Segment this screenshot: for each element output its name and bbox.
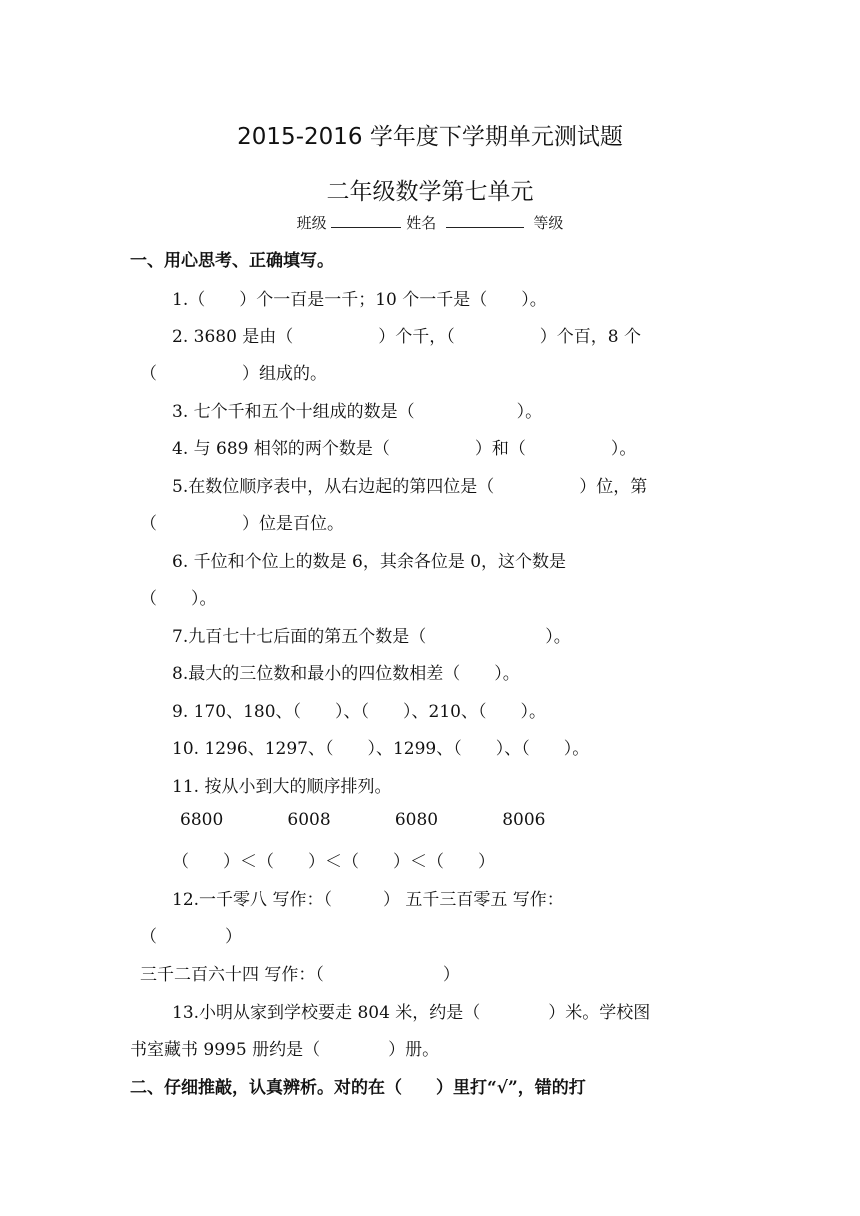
question-6-line1: 6. 千位和个位上的数是 6，其余各位是 0，这个数是 — [172, 552, 567, 572]
question-3: 3. 七个千和五个十组成的数是（ ）。 — [172, 402, 543, 422]
question-12-line1: 12.一千零八 写作：（ ） 五千三百零五 写作： — [172, 890, 564, 910]
class-blank — [331, 213, 401, 228]
question-12-line2: （ ） — [140, 927, 242, 947]
number-item: 6800 — [180, 810, 224, 830]
question-1: 1.（ ）个一百是一千；10 个一千是（ ）。 — [172, 290, 547, 310]
question-5-line1: 5.在数位顺序表中，从右边起的第四位是（ ）位，第 — [172, 477, 648, 497]
class-label: 班级 — [296, 214, 327, 232]
question-2-line1: 2. 3680 是由（ ）个千，（ ）个百，8 个 — [172, 327, 642, 347]
question-11-order: （ ）＜（ ）＜（ ）＜（ ） — [172, 852, 495, 872]
question-7: 7.九百七十七后面的第五个数是（ ）。 — [172, 627, 571, 647]
question-9: 9. 170、180、（ ）、（ ）、210、（ ）。 — [172, 702, 546, 722]
page-title: 2015-2016 学年度下学期单元测试题 — [237, 124, 623, 150]
question-12-line3: 三千二百六十四 写作：（ ） — [140, 965, 460, 985]
name-label: 姓名 — [406, 214, 437, 232]
section2-heading: 二、仔细推敲，认真辨析。对的在（ ）里打“√”，错的打 — [130, 1078, 586, 1098]
number-item: 6080 — [394, 810, 439, 830]
section1-heading: 一、用心思考、正确填写。 — [130, 251, 334, 271]
question-8: 8.最大的三位数和最小的四位数相差（ ）。 — [172, 664, 520, 684]
number-item: 8006 — [502, 810, 546, 830]
question-4: 4. 与 689 相邻的两个数是（ ）和（ ）。 — [172, 439, 637, 459]
question-13-line2: 书室藏书 9995 册约是（ ）册。 — [130, 1040, 440, 1060]
page-subtitle: 二年级数学第七单元 — [326, 179, 534, 205]
name-blank — [446, 213, 524, 228]
number-item: 6008 — [287, 810, 331, 830]
question-10: 10. 1296、1297、（ ）、1299、（ ）、（ ）。 — [172, 739, 590, 759]
question-13-line1: 13.小明从家到学校要走 804 米，约是（ ）米。学校图 — [172, 1003, 651, 1023]
question-6-line2: （ ）。 — [140, 589, 217, 609]
question-5-line2: （ ）位是百位。 — [140, 514, 344, 534]
student-info-line — [0, 212, 860, 233]
grade-label: 等级 — [533, 214, 564, 232]
question-2-line2: （ ）组成的。 — [140, 364, 327, 384]
question-11: 11. 按从小到大的顺序排列。 — [172, 777, 392, 797]
question-11-numbers — [180, 810, 545, 830]
